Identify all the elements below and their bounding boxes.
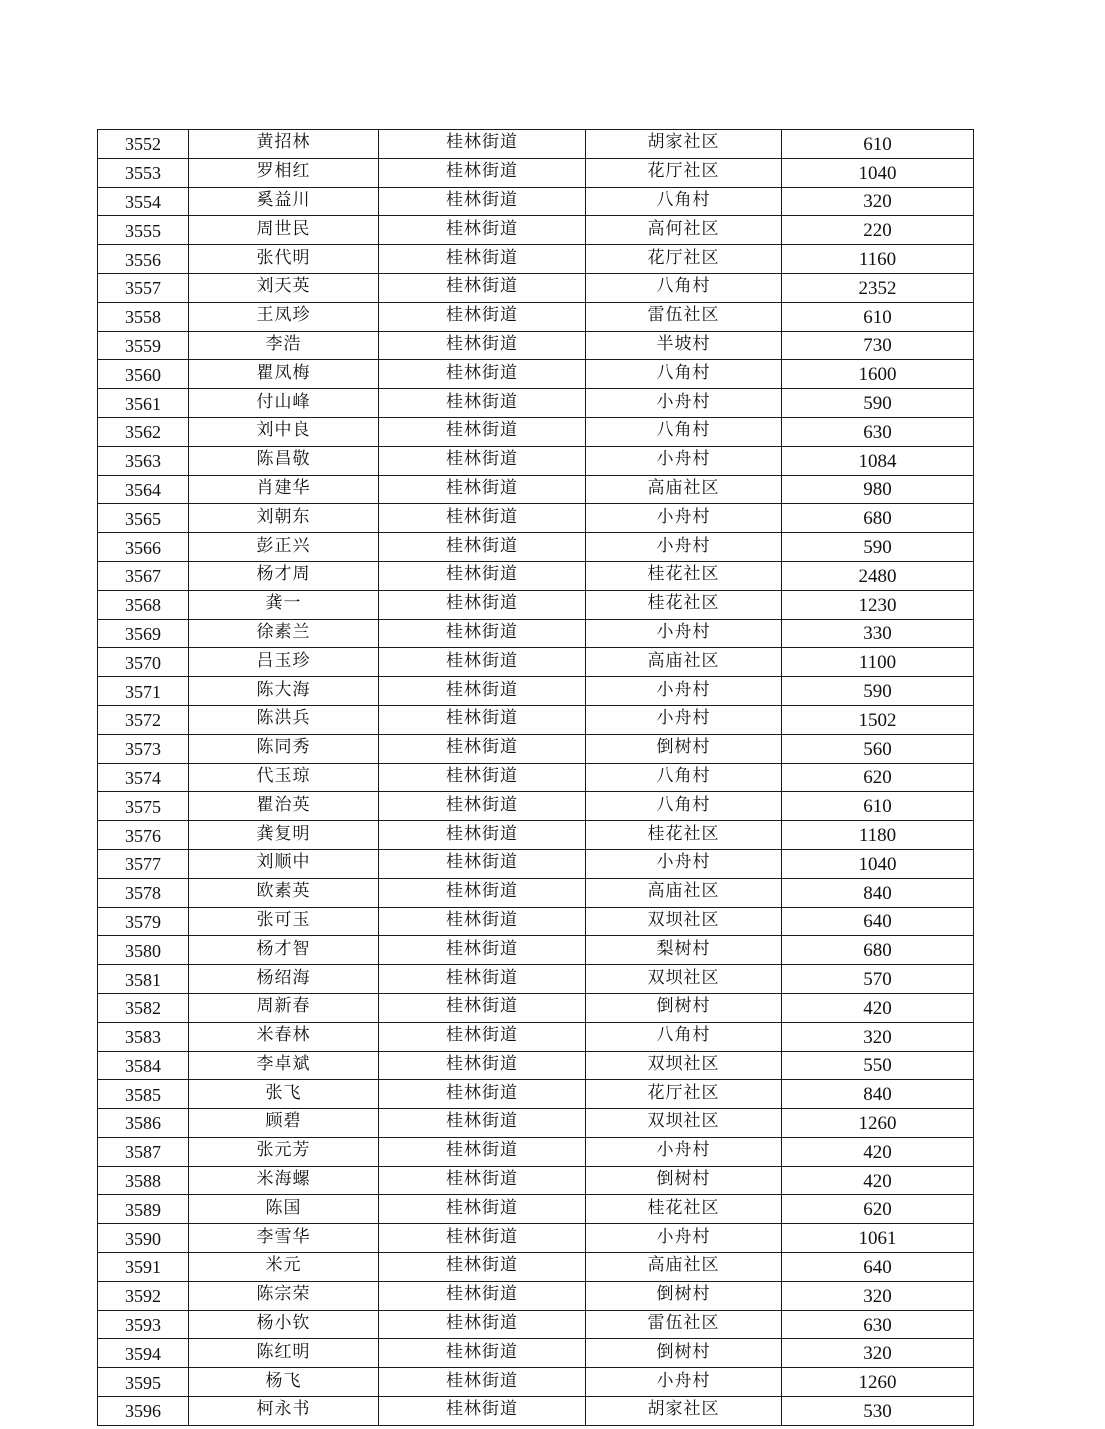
cell-street: 桂林街道 — [379, 1339, 586, 1368]
cell-amount: 640 — [782, 1253, 974, 1282]
cell-community: 八角村 — [586, 792, 782, 821]
cell-amount: 1230 — [782, 590, 974, 619]
cell-name: 李卓斌 — [189, 1051, 379, 1080]
cell-number: 3570 — [98, 648, 189, 677]
table-row — [98, 1397, 974, 1426]
cell-community: 倒树村 — [586, 1339, 782, 1368]
table-row — [98, 705, 974, 734]
cell-community: 小舟村 — [586, 619, 782, 648]
cell-amount: 420 — [782, 1166, 974, 1195]
cell-street: 桂林街道 — [379, 1195, 586, 1224]
cell-number: 3557 — [98, 273, 189, 302]
table-row — [98, 763, 974, 792]
cell-name: 陈同秀 — [189, 734, 379, 763]
cell-street: 桂林街道 — [379, 705, 586, 734]
cell-community: 双坝社区 — [586, 1051, 782, 1080]
cell-community: 双坝社区 — [586, 965, 782, 994]
cell-street: 桂林街道 — [379, 130, 586, 159]
cell-community: 花厅社区 — [586, 1080, 782, 1109]
cell-name: 杨才智 — [189, 936, 379, 965]
cell-name: 陈红明 — [189, 1339, 379, 1368]
cell-name: 李雪华 — [189, 1224, 379, 1253]
cell-street: 桂林街道 — [379, 245, 586, 274]
cell-street: 桂林街道 — [379, 1310, 586, 1339]
table-row — [98, 1339, 974, 1368]
cell-street: 桂林街道 — [379, 446, 586, 475]
cell-community: 倒树村 — [586, 993, 782, 1022]
cell-amount: 590 — [782, 533, 974, 562]
cell-number: 3563 — [98, 446, 189, 475]
cell-amount: 330 — [782, 619, 974, 648]
table-row — [98, 216, 974, 245]
cell-community: 小舟村 — [586, 1368, 782, 1397]
cell-street: 桂林街道 — [379, 849, 586, 878]
cell-community: 小舟村 — [586, 1224, 782, 1253]
cell-street: 桂林街道 — [379, 821, 586, 850]
table-row — [98, 561, 974, 590]
cell-street: 桂林街道 — [379, 158, 586, 187]
table-row — [98, 1051, 974, 1080]
cell-name: 龚复明 — [189, 821, 379, 850]
cell-amount: 320 — [782, 1339, 974, 1368]
cell-community: 小舟村 — [586, 1137, 782, 1166]
cell-name: 周新春 — [189, 993, 379, 1022]
cell-number: 3555 — [98, 216, 189, 245]
cell-name: 黄招林 — [189, 130, 379, 159]
cell-name: 陈昌敬 — [189, 446, 379, 475]
cell-community: 花厅社区 — [586, 245, 782, 274]
cell-name: 龚一 — [189, 590, 379, 619]
table-row — [98, 1224, 974, 1253]
cell-street: 桂林街道 — [379, 619, 586, 648]
cell-amount: 420 — [782, 993, 974, 1022]
cell-street: 桂林街道 — [379, 1253, 586, 1282]
cell-street: 桂林街道 — [379, 1051, 586, 1080]
cell-amount: 1502 — [782, 705, 974, 734]
cell-name: 刘中良 — [189, 417, 379, 446]
cell-community: 梨树村 — [586, 936, 782, 965]
cell-name: 杨小钦 — [189, 1310, 379, 1339]
cell-number: 3553 — [98, 158, 189, 187]
cell-community: 倒树村 — [586, 1281, 782, 1310]
cell-name: 陈洪兵 — [189, 705, 379, 734]
cell-number: 3577 — [98, 849, 189, 878]
cell-number: 3584 — [98, 1051, 189, 1080]
table-row — [98, 504, 974, 533]
cell-street: 桂林街道 — [379, 504, 586, 533]
cell-street: 桂林街道 — [379, 302, 586, 331]
cell-street: 桂林街道 — [379, 1022, 586, 1051]
cell-name: 瞿治英 — [189, 792, 379, 821]
cell-community: 双坝社区 — [586, 907, 782, 936]
cell-community: 双坝社区 — [586, 1109, 782, 1138]
cell-street: 桂林街道 — [379, 216, 586, 245]
cell-community: 八角村 — [586, 360, 782, 389]
cell-amount: 570 — [782, 965, 974, 994]
cell-name: 陈国 — [189, 1195, 379, 1224]
cell-amount: 640 — [782, 907, 974, 936]
cell-amount: 680 — [782, 936, 974, 965]
cell-number: 3590 — [98, 1224, 189, 1253]
cell-community: 小舟村 — [586, 677, 782, 706]
records-table — [97, 129, 974, 1426]
table-row — [98, 821, 974, 850]
cell-number: 3564 — [98, 475, 189, 504]
cell-amount: 1061 — [782, 1224, 974, 1253]
table-row — [98, 1253, 974, 1282]
cell-street: 桂林街道 — [379, 763, 586, 792]
cell-amount: 730 — [782, 331, 974, 360]
cell-name: 刘天英 — [189, 273, 379, 302]
cell-amount: 610 — [782, 130, 974, 159]
cell-street: 桂林街道 — [379, 878, 586, 907]
cell-number: 3579 — [98, 907, 189, 936]
cell-number: 3594 — [98, 1339, 189, 1368]
cell-community: 小舟村 — [586, 446, 782, 475]
cell-street: 桂林街道 — [379, 677, 586, 706]
cell-number: 3575 — [98, 792, 189, 821]
cell-community: 花厅社区 — [586, 158, 782, 187]
table-row — [98, 907, 974, 936]
table-row — [98, 993, 974, 1022]
cell-street: 桂林街道 — [379, 590, 586, 619]
cell-number: 3580 — [98, 936, 189, 965]
cell-name: 罗相红 — [189, 158, 379, 187]
cell-number: 3583 — [98, 1022, 189, 1051]
cell-name: 张元芳 — [189, 1137, 379, 1166]
cell-community: 小舟村 — [586, 849, 782, 878]
cell-community: 胡家社区 — [586, 1397, 782, 1426]
cell-number: 3587 — [98, 1137, 189, 1166]
table-row — [98, 360, 974, 389]
cell-amount: 1600 — [782, 360, 974, 389]
cell-community: 高何社区 — [586, 216, 782, 245]
cell-amount: 840 — [782, 1080, 974, 1109]
cell-street: 桂林街道 — [379, 1166, 586, 1195]
cell-name: 张代明 — [189, 245, 379, 274]
cell-name: 米元 — [189, 1253, 379, 1282]
cell-street: 桂林街道 — [379, 389, 586, 418]
cell-amount: 1084 — [782, 446, 974, 475]
table-row — [98, 677, 974, 706]
cell-name: 周世民 — [189, 216, 379, 245]
cell-name: 顾碧 — [189, 1109, 379, 1138]
cell-amount: 1260 — [782, 1109, 974, 1138]
cell-amount: 320 — [782, 187, 974, 216]
table-row — [98, 965, 974, 994]
cell-name: 张可玉 — [189, 907, 379, 936]
cell-community: 雷伍社区 — [586, 1310, 782, 1339]
cell-amount: 220 — [782, 216, 974, 245]
cell-name: 杨才周 — [189, 561, 379, 590]
cell-amount: 630 — [782, 417, 974, 446]
table-row — [98, 878, 974, 907]
records-table-body — [98, 130, 974, 1426]
cell-name: 李浩 — [189, 331, 379, 360]
cell-name: 瞿凤梅 — [189, 360, 379, 389]
cell-amount: 1160 — [782, 245, 974, 274]
cell-amount: 2352 — [782, 273, 974, 302]
cell-community: 八角村 — [586, 187, 782, 216]
cell-community: 雷伍社区 — [586, 302, 782, 331]
cell-number: 3573 — [98, 734, 189, 763]
table-row — [98, 389, 974, 418]
cell-number: 3585 — [98, 1080, 189, 1109]
table-row — [98, 792, 974, 821]
cell-amount: 980 — [782, 475, 974, 504]
cell-amount: 2480 — [782, 561, 974, 590]
table-row — [98, 273, 974, 302]
cell-street: 桂林街道 — [379, 331, 586, 360]
cell-name: 徐素兰 — [189, 619, 379, 648]
cell-street: 桂林街道 — [379, 993, 586, 1022]
table-row — [98, 130, 974, 159]
cell-amount: 1180 — [782, 821, 974, 850]
table-row — [98, 1195, 974, 1224]
cell-number: 3588 — [98, 1166, 189, 1195]
cell-number: 3586 — [98, 1109, 189, 1138]
cell-community: 八角村 — [586, 763, 782, 792]
cell-name: 代玉琼 — [189, 763, 379, 792]
cell-name: 柯永书 — [189, 1397, 379, 1426]
cell-amount: 550 — [782, 1051, 974, 1080]
cell-amount: 420 — [782, 1137, 974, 1166]
table-row — [98, 619, 974, 648]
cell-number: 3562 — [98, 417, 189, 446]
table-row — [98, 936, 974, 965]
table-row — [98, 1137, 974, 1166]
cell-amount: 620 — [782, 1195, 974, 1224]
cell-number: 3578 — [98, 878, 189, 907]
cell-number: 3582 — [98, 993, 189, 1022]
cell-amount: 560 — [782, 734, 974, 763]
cell-community: 小舟村 — [586, 705, 782, 734]
cell-community: 小舟村 — [586, 389, 782, 418]
cell-number: 3592 — [98, 1281, 189, 1310]
cell-street: 桂林街道 — [379, 792, 586, 821]
cell-number: 3560 — [98, 360, 189, 389]
cell-number: 3559 — [98, 331, 189, 360]
cell-street: 桂林街道 — [379, 561, 586, 590]
cell-amount: 610 — [782, 792, 974, 821]
cell-number: 3593 — [98, 1310, 189, 1339]
cell-community: 小舟村 — [586, 504, 782, 533]
cell-number: 3568 — [98, 590, 189, 619]
table-row — [98, 849, 974, 878]
cell-number: 3576 — [98, 821, 189, 850]
table-row — [98, 302, 974, 331]
table-row — [98, 187, 974, 216]
table-row — [98, 590, 974, 619]
table-row — [98, 245, 974, 274]
cell-number: 3566 — [98, 533, 189, 562]
cell-name: 陈宗荣 — [189, 1281, 379, 1310]
cell-street: 桂林街道 — [379, 187, 586, 216]
cell-number: 3589 — [98, 1195, 189, 1224]
cell-number: 3596 — [98, 1397, 189, 1426]
cell-street: 桂林街道 — [379, 1224, 586, 1253]
cell-name: 米海螺 — [189, 1166, 379, 1195]
table-row — [98, 1281, 974, 1310]
cell-street: 桂林街道 — [379, 1368, 586, 1397]
cell-amount: 1100 — [782, 648, 974, 677]
cell-street: 桂林街道 — [379, 533, 586, 562]
cell-name: 刘顺中 — [189, 849, 379, 878]
cell-community: 八角村 — [586, 1022, 782, 1051]
cell-number: 3561 — [98, 389, 189, 418]
cell-street: 桂林街道 — [379, 907, 586, 936]
cell-community: 高庙社区 — [586, 1253, 782, 1282]
cell-amount: 680 — [782, 504, 974, 533]
cell-name: 肖建华 — [189, 475, 379, 504]
table-row — [98, 648, 974, 677]
cell-street: 桂林街道 — [379, 360, 586, 389]
cell-number: 3554 — [98, 187, 189, 216]
cell-street: 桂林街道 — [379, 273, 586, 302]
table-row — [98, 734, 974, 763]
cell-street: 桂林街道 — [379, 1397, 586, 1426]
cell-number: 3558 — [98, 302, 189, 331]
cell-name: 刘朝东 — [189, 504, 379, 533]
cell-amount: 610 — [782, 302, 974, 331]
cell-street: 桂林街道 — [379, 1109, 586, 1138]
cell-number: 3571 — [98, 677, 189, 706]
cell-street: 桂林街道 — [379, 1137, 586, 1166]
cell-number: 3567 — [98, 561, 189, 590]
table-row — [98, 1022, 974, 1051]
cell-street: 桂林街道 — [379, 965, 586, 994]
cell-number: 3591 — [98, 1253, 189, 1282]
cell-number: 3574 — [98, 763, 189, 792]
cell-amount: 320 — [782, 1022, 974, 1051]
cell-amount: 530 — [782, 1397, 974, 1426]
table-row — [98, 158, 974, 187]
cell-amount: 1040 — [782, 849, 974, 878]
cell-amount: 840 — [782, 878, 974, 907]
cell-community: 倒树村 — [586, 1166, 782, 1195]
table-row — [98, 446, 974, 475]
table-row — [98, 1080, 974, 1109]
cell-name: 张飞 — [189, 1080, 379, 1109]
cell-amount: 620 — [782, 763, 974, 792]
cell-community: 桂花社区 — [586, 561, 782, 590]
cell-community: 高庙社区 — [586, 648, 782, 677]
cell-name: 奚益川 — [189, 187, 379, 216]
table-row — [98, 533, 974, 562]
cell-name: 彭正兴 — [189, 533, 379, 562]
cell-number: 3595 — [98, 1368, 189, 1397]
cell-street: 桂林街道 — [379, 475, 586, 504]
cell-street: 桂林街道 — [379, 936, 586, 965]
cell-community: 半坡村 — [586, 331, 782, 360]
table-row — [98, 1109, 974, 1138]
cell-number: 3552 — [98, 130, 189, 159]
cell-street: 桂林街道 — [379, 1281, 586, 1310]
cell-community: 桂花社区 — [586, 1195, 782, 1224]
cell-amount: 320 — [782, 1281, 974, 1310]
table-row — [98, 475, 974, 504]
cell-name: 米春林 — [189, 1022, 379, 1051]
cell-amount: 630 — [782, 1310, 974, 1339]
cell-number: 3565 — [98, 504, 189, 533]
cell-community: 桂花社区 — [586, 821, 782, 850]
cell-community: 小舟村 — [586, 533, 782, 562]
cell-community: 八角村 — [586, 273, 782, 302]
cell-number: 3581 — [98, 965, 189, 994]
cell-name: 付山峰 — [189, 389, 379, 418]
cell-amount: 590 — [782, 389, 974, 418]
cell-name: 吕玉珍 — [189, 648, 379, 677]
table-row — [98, 1368, 974, 1397]
table-row — [98, 1166, 974, 1195]
table-row — [98, 1310, 974, 1339]
cell-community: 高庙社区 — [586, 878, 782, 907]
cell-street: 桂林街道 — [379, 1080, 586, 1109]
cell-community: 八角村 — [586, 417, 782, 446]
cell-name: 王凤珍 — [189, 302, 379, 331]
table-row — [98, 331, 974, 360]
cell-name: 杨绍海 — [189, 965, 379, 994]
cell-number: 3569 — [98, 619, 189, 648]
cell-amount: 1040 — [782, 158, 974, 187]
cell-community: 高庙社区 — [586, 475, 782, 504]
cell-community: 胡家社区 — [586, 130, 782, 159]
cell-name: 杨飞 — [189, 1368, 379, 1397]
cell-number: 3572 — [98, 705, 189, 734]
cell-community: 桂花社区 — [586, 590, 782, 619]
cell-number: 3556 — [98, 245, 189, 274]
cell-street: 桂林街道 — [379, 734, 586, 763]
cell-amount: 590 — [782, 677, 974, 706]
cell-community: 倒树村 — [586, 734, 782, 763]
cell-street: 桂林街道 — [379, 648, 586, 677]
table-row — [98, 417, 974, 446]
cell-name: 欧素英 — [189, 878, 379, 907]
cell-name: 陈大海 — [189, 677, 379, 706]
cell-amount: 1260 — [782, 1368, 974, 1397]
cell-street: 桂林街道 — [379, 417, 586, 446]
